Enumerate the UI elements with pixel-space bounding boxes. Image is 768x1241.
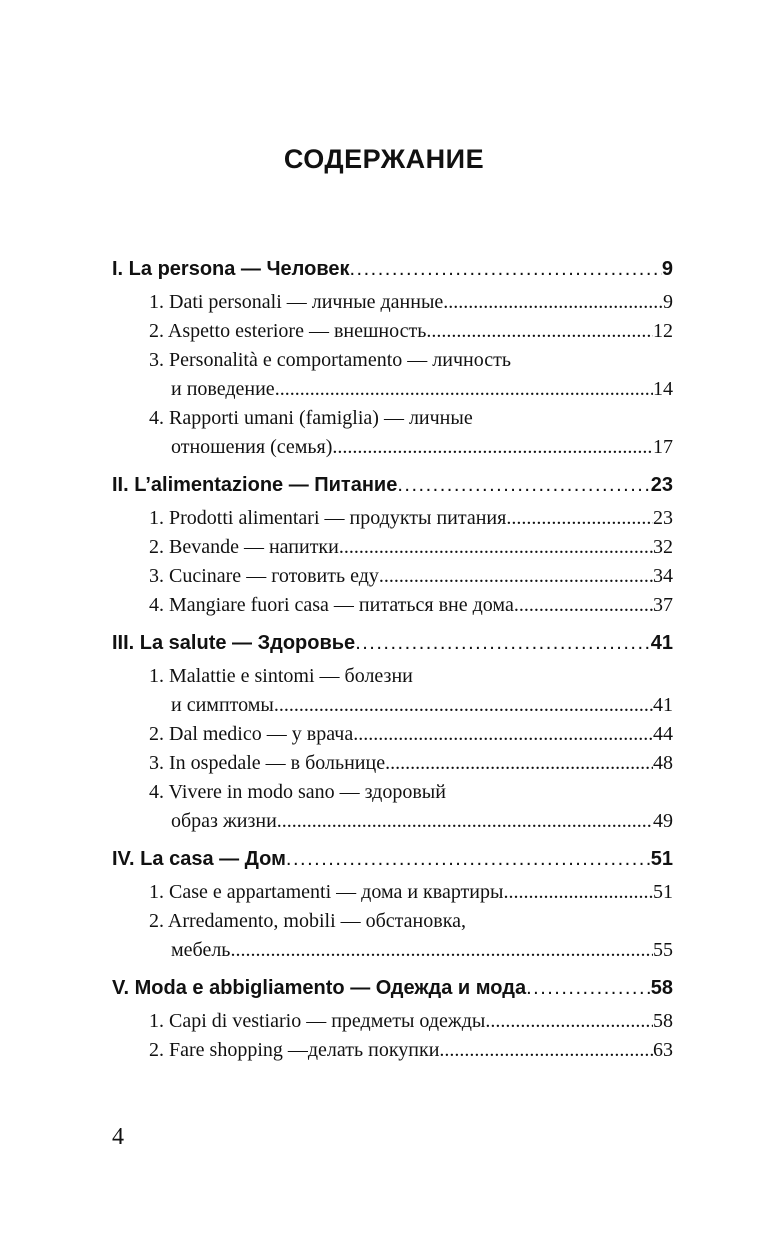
entry-text: 1. Dati personali — личные данные: [149, 291, 444, 313]
dot-leader: [526, 977, 651, 1000]
dot-leader: [379, 565, 653, 588]
entry-page-number: 44: [653, 723, 673, 745]
section-title: IV. La casa — Дом: [112, 848, 286, 870]
dot-leader: [439, 1039, 653, 1062]
section-page-number: 9: [661, 258, 673, 280]
toc-entry-line: [112, 881, 673, 910]
entry-text: 1. Malattie e sintomi — болезни: [149, 665, 413, 687]
dot-leader: [339, 536, 653, 559]
toc-section: [112, 848, 673, 968]
entry-page-number: 9: [663, 291, 673, 313]
toc-entry-line: [112, 536, 673, 565]
page-number: 4: [112, 1124, 124, 1150]
entry-page-number: 48: [653, 752, 673, 774]
dot-leader: [443, 291, 663, 314]
toc-section: [112, 977, 673, 1068]
entry-text: и симптомы: [171, 694, 274, 716]
toc-section: [112, 258, 673, 465]
entry-page-number: 34: [653, 565, 673, 587]
entry-text: 1. Capi di vestiario — предметы одежды: [149, 1010, 486, 1032]
toc-entry-line: [112, 436, 673, 465]
toc-entry-line: [112, 378, 673, 407]
toc-entry-line: [112, 291, 673, 320]
entry-text: 2. Aspetto esteriore — внешность: [149, 320, 427, 342]
toc-section-heading: [112, 474, 673, 507]
toc-entry-line: [112, 665, 673, 694]
entry-page-number: 14: [653, 378, 673, 400]
entry-page-number: 49: [653, 810, 673, 832]
toc-entry-line: [112, 565, 673, 594]
dot-leader: [385, 752, 653, 775]
section-title: I. La persona — Человек: [112, 258, 350, 280]
entry-text: 3. Cucinare — готовить еду: [149, 565, 379, 587]
toc-entry-line: [112, 320, 673, 349]
dot-leader: [397, 474, 650, 497]
page-title: СОДЕРЖАНИЕ: [283, 144, 485, 174]
section-page-number: 51: [650, 848, 673, 870]
dot-leader: [426, 320, 653, 343]
dot-leader: [275, 378, 653, 401]
entry-text: мебель: [171, 939, 231, 961]
toc-section-heading: [112, 632, 673, 665]
toc-entry-line: [112, 752, 673, 781]
section-page-number: 58: [650, 977, 673, 999]
entry-page-number: 32: [653, 536, 673, 558]
toc-section-heading: [112, 848, 673, 881]
toc-entry-line: [112, 910, 673, 939]
dot-leader: [277, 810, 653, 833]
entry-page-number: 51: [653, 881, 673, 903]
entry-page-number: 41: [653, 694, 673, 716]
toc-entry-line: [112, 594, 673, 623]
toc-section: [112, 632, 673, 839]
entry-text: и поведение: [171, 378, 275, 400]
entry-page-number: 63: [653, 1039, 673, 1061]
dot-leader: [506, 507, 653, 530]
dot-leader: [286, 848, 651, 871]
entry-text: 4. Rapporti umani (famiglia) — личные: [149, 407, 473, 429]
entry-page-number: 37: [653, 594, 673, 616]
entry-text: отношения (семья): [171, 436, 333, 458]
entry-text: 4. Mangiare fuori casa — питаться вне дома: [149, 594, 514, 616]
entry-page-number: 12: [653, 320, 673, 342]
toc-entry-line: [112, 407, 673, 436]
dot-leader: [274, 694, 653, 717]
section-title: II. L’alimentazione — Питание: [112, 474, 398, 496]
entry-text: 4. Vivere in modo sano — здоровый: [149, 781, 446, 803]
entry-text: 3. In ospedale — в больнице: [149, 752, 386, 774]
toc-section-heading: [112, 258, 673, 291]
toc-entry-line: [112, 781, 673, 810]
section-page-number: 23: [650, 474, 673, 496]
toc-entry-line: [112, 694, 673, 723]
table-of-contents: [112, 258, 673, 1077]
dot-leader: [353, 723, 653, 746]
dot-leader: [514, 594, 653, 617]
toc-entry-line: [112, 939, 673, 968]
toc-entry-line: [112, 349, 673, 378]
toc-entry-line: [112, 1010, 673, 1039]
section-title: V. Moda e abbigliamento — Одежда и мода: [112, 977, 527, 999]
entry-page-number: 23: [653, 507, 673, 529]
dot-leader: [230, 939, 653, 962]
dot-leader: [503, 881, 653, 904]
dot-leader: [485, 1010, 653, 1033]
toc-section: [112, 474, 673, 623]
dot-leader: [349, 258, 661, 281]
dot-leader: [355, 632, 651, 655]
entry-text: 2. Dal medico — у врача: [149, 723, 354, 745]
entry-text: 2. Fare shopping —делать покупки: [149, 1039, 440, 1061]
entry-text: 1. Case e appartamenti — дома и квартиры: [149, 881, 504, 903]
entry-page-number: 55: [653, 939, 673, 961]
entry-text: образ жизни: [171, 810, 277, 832]
dot-leader: [332, 436, 653, 459]
entry-text: 1. Prodotti alimentari — продукты питания: [149, 507, 507, 529]
toc-entry-line: [112, 723, 673, 752]
entry-text: 2. Bevande — напитки: [149, 536, 339, 558]
toc-entry-line: [112, 1039, 673, 1068]
section-page-number: 41: [650, 632, 673, 654]
entry-page-number: 17: [653, 436, 673, 458]
toc-entry-line: [112, 507, 673, 536]
toc-section-heading: [112, 977, 673, 1010]
entry-text: 3. Personalità e comportamento — личность: [149, 349, 511, 371]
toc-entry-line: [112, 810, 673, 839]
entry-text: 2. Arredamento, mobili — обстановка,: [149, 910, 466, 932]
section-title: III. La salute — Здоровье: [112, 632, 356, 654]
entry-page-number: 58: [653, 1010, 673, 1032]
